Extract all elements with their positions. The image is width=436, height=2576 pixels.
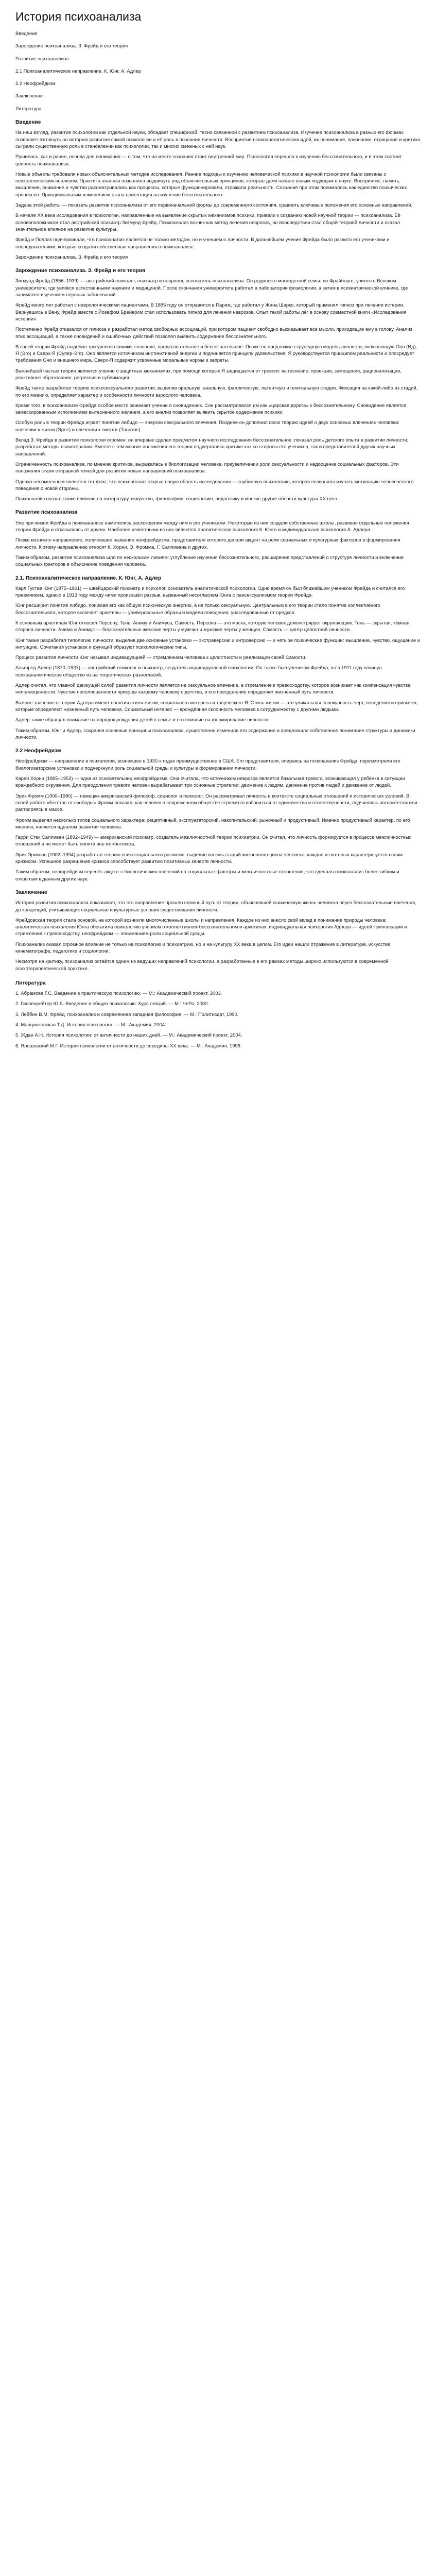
paragraph: Карл Густав Юнг (1875–1961) — швейцарский психиатр и психолог, основатель аналитической психологии. Одно время он был ближайшим учеником Фрейда и считался его преемником, однако в 1913 году между ними произошёл разрыв, вызванный несогласием Юнга с пансексуализмом теории Фрейда. — [15, 585, 405, 598]
paragraph: Новые объекты требовали новых объяснительных методов исследования. Ранние подходы к изучению человеческой психики в научной психологии были связаны с психологическим анализом. Практика анализа позволила выдвинуть ряд объяснительных принципов, которые дали начало новым подходам в науке. Восприятие, память, мышление, внимание и чувства рассматривались как процессы, которые функционировали, отражали реальность. Сознание при этом понималось как единство психических процессов. Принципиальным изменением стала ориентация на изучение бессознательного. — [15, 171, 407, 197]
reference-item: 2. Гиппенрейтер Ю.Б. Введение в общую психологию: Курс лекций. — М.: ЧеРо, 2000. — [15, 1001, 209, 1007]
section — [15, 119, 421, 260]
reference-item: 1. Абрамова Г.С. Введение в практическую психологию. — М.: Академический проект, 2003. — [15, 990, 222, 996]
paragraph: Фрейд много лет работал с неврологическими пациентами. В 1885 году он отправился в Париж, где работал у Жана Шарко, который применял гипноз при лечении истерии. Вернувшись в Вену, Фрейд вместе с Йозефом Брейером стал использовать гипноз для лечения неврозов. Опыт такой работы лёг в основу совместной книги «Исследования истерии». — [15, 302, 407, 321]
section — [15, 889, 421, 972]
toc-item[interactable]: Литература — [15, 105, 42, 111]
paragraph: На наш взгляд, развитие психологии как отдельной науки, обладает спецификой, тесно связанной с развитием психоанализа. Изучение психоанализа в разных его формах позволяет взглянуть на историю развития самой психологии и её роль в познании личности. Восприятие психоаналитических идей, их понимание, признание, отрицание и критика сыграли существенную роль в становлении как психологии, так и многих смежных с ней наук. — [15, 129, 421, 149]
paragraph: Однако несомненным является тот факт, что психоанализ открыл новую область исследования — глубинную психологию, которая позволила изучать мотивацию человеческого поведения с новой стороны. — [15, 478, 414, 491]
section — [15, 748, 421, 882]
reference-item: 3. Лейбин В.М. Фрейд, психоанализ и современная западная философия. — М.: Политиздат, 1990. — [15, 1011, 239, 1017]
paragraph: Процесс развития личности Юнг называл индивидуацией — стремлением человека к целостности и реализации своей Самости. — [15, 654, 307, 660]
paragraph: Зарождение психоанализа. З. Фрейд и его теория — [15, 253, 128, 260]
document-page — [0, 0, 436, 1083]
paragraph: К основным архетипам Юнг относил Персону, Тень, Аниму и Анимуса, Самость. Персона — это маска, которую человек демонстрирует окружающим. Тень — скрытая, тёмная сторона личности. Анима и Анимус — бессознательные женские черты у мужчин и мужские черты у женщин. Самость — центр целостной личности. — [15, 620, 410, 633]
reference-item: 6. Ярошевский М.Г. История психологии от античности до середины XX века. — М.: Академия, 1996. — [15, 1042, 242, 1048]
paragraph: Гарри Стек Салливан (1892–1949) — американский психиатр, создатель межличностной теории психиатрии. Он считал, что личность формируется в процессе межличностных отношений и не может быть понята вне их контекста. — [15, 834, 412, 847]
paragraph: Юнг расширил понятие либидо, понимая его как общую психическую энергию, а не только сексуальную. Центральным в его теории стало понятие коллективного бессознательного, которое включает архетипы — универсальные образы и модели поведения, унаследованные от предков. — [15, 602, 380, 615]
document-title: История психоанализа — [15, 10, 142, 23]
references-heading: Литература — [15, 980, 46, 986]
section — [15, 575, 421, 741]
section — [15, 509, 421, 567]
paragraph: В своей теории Фрейд выделил три уровня психики: сознание, предсознательное и бессознательное. Позже он предложил структурную модель личности, включающую Оно (Ид), Я (Эго) и Сверх-Я (Супер-Эго). Оно является источником инстинктивной энергии и подчиняется принципу удовольствия. Я руководствуется принципом реальности и опосредует требования Оно и внешнего мира. Сверх-Я содержит усвоенные моральные нормы и запреты. — [15, 343, 417, 363]
paragraph: Эрик Эриксон (1902–1994) разработал теорию психосоциального развития, выделив восемь стадий жизненного цикла человека, каждая из которых характеризуется своим кризисом. Успешное разрешение кризиса способствует развитию позитивных качеств личности. — [15, 851, 403, 865]
paragraph: Юнг также разработал типологию личности, выделив две основные установки — экстраверсию и интроверсию — и четыре психические функции: мышление, чувство, ощущение и интуицию. Сочетания установок и функций образуют психологические типы. — [15, 637, 421, 650]
paragraph: Карен Хорни (1885–1952) — одна из основательниц неофрейдизма. Она считала, что источником неврозов является базальная тревога, возникающая у ребёнка в ситуации враждебного окружения. Для преодоления тревоги человек вырабатывает три основные стратегии: движение к людям, движение против людей и движение от людей. — [15, 775, 405, 788]
toc-item[interactable]: Зарождение психоанализа. З. Фрейд и его теория — [15, 43, 128, 49]
paragraph: Психоанализ оказал огромное влияние не только на психологию и психиатрию, но и на культуру XX века в целом. Его идеи нашли отражение в литературе, искусстве, кинематографе, педагогике и социологии. — [15, 941, 392, 954]
paragraph: Несмотря на критику, психоанализ остаётся одним из ведущих направлений психологии, а разработанные в его рамках методы широко используются в современной психотерапевтической практике. — [15, 958, 389, 971]
paragraph: История развития психоанализа показывает, что это направление прошло сложный путь от теории, объяснявшей психическую жизнь человека через бессознательные влечения, до концепций, учитывающих социальные и культурные условия существования личности. — [15, 900, 416, 912]
paragraph: Фрейдовская теория стала основой, на которой возникли многочисленные школы и направления. Каждое из них внесло свой вклад в понимание природы человека: аналитическая психология Юнга обогатила психологию учением о коллективном бессознательном и архетипах, индивидуальная психология Адлера — идеей компенсации и стремления к превосходству, неофрейдизм — пониманием роли социальной среды. — [15, 917, 407, 937]
paragraph: Таким образом, Юнг и Адлер, сохраняя основные принципы психоанализа, существенно изменили его содержание и предложили собственное понимание структуры и динамики личности. — [15, 727, 415, 740]
paragraph: Важнейшей частью теории является учение о защитных механизмах, при помощи которых Я защищается от тревоги: вытеснение, проекция, замещение, рационализация, реактивное образование, регрессия и сублимация. — [15, 367, 402, 380]
paragraph: Фрейд также разработал теорию психосексуального развития, выделив оральную, анальную, фаллическую, латентную и генитальную стадии. Фиксация на какой-либо из стадий, по его мнению, определяет характер и особенности личности взрослого человека. — [15, 385, 418, 398]
toc-item[interactable]: Введение — [15, 30, 38, 36]
paragraph: Фромм выделял несколько типов социального характера: рецептивный, эксплуататорский, накопительский, рыночный и продуктивный. Именно продуктивный характер, по его мнению, является идеалом развития человека. — [15, 817, 410, 829]
paragraph: Альфред Адлер (1870–1937) — австрийский психолог и психиатр, создатель индивидуальной психологии. Он также был учеником Фрейда, но в 1911 году покинул психоаналитическое общество из-за теоретических разногласий. — [15, 665, 382, 677]
reference-item: 4. Марцинковская Т.Д. История психологии. — М.: Академия, 2004. — [15, 1022, 166, 1028]
paragraph: Кроме того, в психоанализе Фрейда особое место занимает учение о сновидениях. Сон рассматривался им как «царская дорога» к бессознательному. Сновидение является замаскированным исполнением вытесненного желания, а его анализ позволяет выявить скрытое содержание психики. — [15, 402, 407, 415]
paragraph: В начале XX века исследования в психологии, направленные на выявление скрытых механизмов психики, привели к созданию новой научной теории — психоанализа. Её основоположником стал австрийский психиатр Зигмунд Фрейд. Психоанализ возник как метод лечения неврозов, но впоследствии стал общей теорией личности и оказал значительное влияние на развитие культуры. — [15, 212, 400, 232]
paragraph: Фрейд и Поллак подчеркивали, что психоанализ является не только методом, но и учением о личности. В дальнейшем учение Фрейда было развито его учениками и последователями, которые создали собственные направления в психоанализе. — [15, 236, 390, 249]
section-heading: 2.1. Психоаналитическое направление. К. Юнг, А. Адлер — [15, 575, 162, 581]
document-body — [15, 119, 421, 972]
references-list — [15, 990, 421, 1049]
section-heading: 2.2 Неофрейдизм — [15, 748, 61, 754]
paragraph: Адлер также обращал внимание на порядок рождения детей в семье и его влияние на формирование личности. — [15, 717, 269, 723]
reference-item: 5. Ждан А.Н. История психологии: от античности до наших дней. — М.: Академический проект, 2004. — [15, 1032, 242, 1038]
paragraph: Позже возникло направление, получившее название неофрейдизма, представители которого делали акцент на роли социальных и культурных факторов в формировании личности. К этому направлению относят К. Хорни, Э. Фромма, Г. Салливана и других. — [15, 537, 400, 550]
paragraph: Таким образом, развитие психоанализа шло по нескольким линиям: углубление изучения бессознательного, расширение представлений о структуре личности и включение социальных факторов в объяснение поведения человека. — [15, 554, 404, 567]
paragraph: Рушилась, как и ранее, основа для понимания — о том, что на месте сознания стоит внутренний мир. Психология перешла к изучению бессознательного, и в этом состоит ценность психоанализа. — [15, 154, 402, 166]
section-heading: Заключение — [15, 889, 47, 895]
paragraph: Таким образом, неофрейдизм перенёс акцент с биологических влечений на социальные факторы и межличностные отношения, что сделало психоанализ более гибким и открытым к данным других наук. — [15, 869, 399, 882]
paragraph: Задача этой работы — показать развитие психоанализа от его первоначальной формы до современного состояния, сравнить ключевые положения его основных направлений. — [15, 202, 412, 208]
paragraph: Особую роль в теории Фрейда играет понятие либидо — энергии сексуального влечения. Позднее он дополнил свою теорию идеей о двух основных влечениях человека: влечении к жизни (Эрос) и влечении к смерти (Танатос). — [15, 419, 399, 432]
paragraph: Зигмунд Фрейд (1856–1939) — австрийский психолог, психиатр и невролог, основатель психоанализа. Он родился в многодетной семье во Фрайберге, учился в Венском университете, где увлёкся естественными науками и медициной. После окончания университета работал в лаборатории физиологии, а затем в психиатрической клинике, где занимался изучением нервных заболеваний. — [15, 278, 408, 298]
section — [15, 267, 421, 502]
section-heading: Развитие психоанализа — [15, 510, 78, 516]
table-of-contents — [15, 30, 421, 112]
paragraph: Неофрейдизм — направление в психологии, возникшее в 1930-х годах преимущественно в США. Его представители, опираясь на психоанализ Фрейда, пересмотрели его биологизаторские установки и подчеркнули роль социальной среды и культуры в формировании личности. — [15, 758, 400, 771]
paragraph: Уже при жизни Фрейда в психоанализе наметились расхождения между ним и его учениками. Некоторые из них создали собственные школы, развивая отдельные положения теории Фрейда и отказываясь от других. Наиболее известными из них являются аналитическая психология К. Юнга и индивидуальная психология А. Адлера. — [15, 519, 409, 533]
paragraph: Адлер считал, что главной движущей силой развития личности является не сексуальное влечение, а стремление к превосходству, которое возникает как компенсация чувства неполноценности. Чувство неполноценности присуще каждому человеку с детства, и его преодоление определяет жизненный путь личности. — [15, 682, 411, 695]
toc-item[interactable]: Заключение — [15, 93, 43, 99]
paragraph: Важное значение в теории Адлера имеют понятия стиля жизни, социального интереса и творческого Я. Стиль жизни — это уникальная совокупность черт, поведения и привычек, которые определяют жизненный путь человека. Социальный интерес — врождённая склонность человека к сотрудничеству с другими людьми. — [15, 699, 418, 712]
toc-item[interactable]: 2.2 Неофрейдизм — [15, 80, 56, 87]
paragraph: Постепенно Фрейд отказался от гипноза и разработал метод свободных ассоциаций, при котором пациент свободно высказывает все мысли, приходящие ему в голову. Анализ этих ассоциаций, а также сновидений и ошибочных действий позволял выявить содержание бессознательного. — [15, 326, 412, 339]
toc-item[interactable]: Развитие психоанализа — [15, 55, 69, 61]
toc-item[interactable]: 2.1 Психоаналитическое направление. К. Юнг, А. Адлер — [15, 67, 142, 74]
section-heading: Введение — [15, 120, 41, 126]
paragraph: Вклад З. Фрейда в развитие психологии огромен: он впервые сделал предметом научного исследования бессознательное, показал роль детского опыта в развитии личности, разработал методы психотерапии. Вместе с тем многие положения его теории подвергались критике как со стороны его учеников, так и представителей других научных направлений. — [15, 437, 409, 456]
section-heading: Зарождение психоанализа. З. Фрейд и его теория — [15, 268, 146, 274]
paragraph: Ограниченность психоанализа, по мнению критиков, выражалась в биологизации человека, преувеличении роли сексуальности и недооценке социальных факторов. Эти положения стали отправной точкой для развития новых направлений психоанализа. — [15, 461, 399, 474]
paragraph: Эрих Фромм (1900–1980) — немецко-американский философ, социолог и психолог. Он рассматривал личность в контексте социальных отношений и исторических условий. В своей работе «Бегство от свободы» Фромм показал, как человек в современном обществе стремится избавиться от одиночества и ответственности, подчиняясь авторитетам или растворяясь в массе. — [15, 792, 417, 812]
paragraph: Психоанализ оказал также влияние на литературу, искусство, философию, социологию, педагогику и многие другие области культуры XX века. — [15, 496, 339, 502]
